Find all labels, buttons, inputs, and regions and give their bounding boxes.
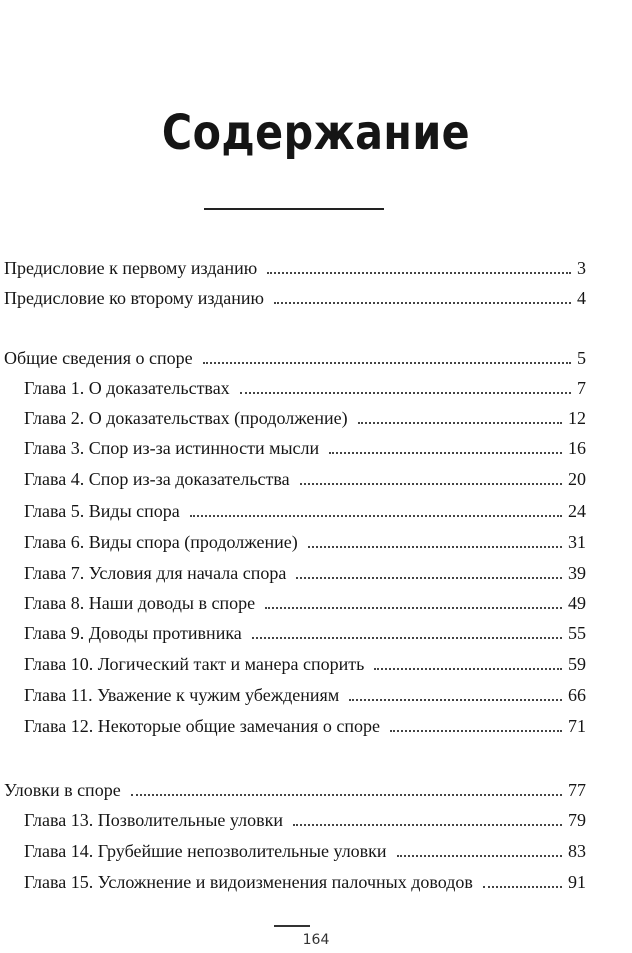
dot-leader (374, 668, 562, 670)
toc-entry-page: 31 (568, 532, 586, 552)
toc-entry[interactable] (24, 529, 586, 555)
toc-entry-page: 4 (577, 288, 586, 308)
toc-entry-page: 66 (568, 685, 586, 705)
dot-leader (296, 577, 562, 579)
toc-entry-page: 24 (568, 501, 586, 521)
toc-entry-page: 77 (568, 780, 586, 800)
toc-entry[interactable] (4, 345, 586, 371)
dot-leader (349, 699, 562, 701)
dot-leader (203, 362, 571, 364)
dot-leader (293, 824, 562, 826)
toc-entry[interactable] (4, 777, 586, 803)
dot-leader (308, 546, 562, 548)
toc-entry-label: Глава 8. Наши доводы в споре (24, 593, 256, 613)
toc-entry-label: Глава 2. О доказательствах (продолжение) (24, 408, 348, 428)
toc-entry-page: 7 (577, 378, 586, 398)
dot-leader (240, 392, 571, 394)
toc-entry[interactable] (24, 560, 586, 586)
dot-leader (300, 483, 562, 485)
dot-leader (131, 794, 562, 796)
toc-entry[interactable] (24, 590, 586, 616)
dot-leader (267, 272, 571, 274)
toc-entry[interactable] (24, 405, 586, 431)
toc-entry-label: Глава 6. Виды спора (продолжение) (24, 532, 298, 552)
toc-entry[interactable] (4, 255, 586, 281)
toc-entry[interactable] (24, 620, 586, 646)
dot-leader (358, 422, 562, 424)
toc-entry-label: Глава 7. Условия для начала спора (24, 563, 287, 583)
toc-entry-label: Глава 12. Некоторые общие замечания о споре (24, 716, 380, 736)
toc-entry-label: Уловки в споре (4, 780, 121, 800)
toc-entry-label: Предисловие к первому изданию (4, 258, 258, 278)
toc-entry-page: 49 (568, 593, 586, 613)
toc-entry-page: 83 (568, 841, 586, 861)
dot-leader (329, 452, 562, 454)
toc-entry[interactable] (4, 285, 586, 311)
toc-entry-page: 91 (568, 872, 586, 892)
dot-leader (190, 515, 562, 517)
toc-entry-page: 59 (568, 654, 586, 674)
page-number: 164 (302, 932, 330, 948)
toc-entry-page: 3 (577, 258, 586, 278)
toc-entry-label: Глава 1. О доказательствах (24, 378, 230, 398)
toc-entry-page: 55 (568, 623, 586, 643)
title-divider (204, 208, 384, 210)
dot-leader (274, 302, 571, 304)
toc-entry-page: 16 (568, 438, 586, 458)
toc-entry-page: 71 (568, 716, 586, 736)
dot-leader (390, 730, 562, 732)
toc-entry-label: Общие сведения о споре (4, 348, 193, 368)
toc-entry[interactable] (24, 682, 586, 708)
toc-entry-page: 20 (568, 469, 586, 489)
dot-leader (397, 855, 562, 857)
toc-entry-label: Глава 13. Позволительные уловки (24, 810, 283, 830)
toc-entry[interactable] (24, 466, 586, 492)
toc-entry-label: Глава 14. Грубейшие непозволительные уловки (24, 841, 387, 861)
toc-entry[interactable] (24, 869, 586, 895)
dot-leader (483, 886, 562, 888)
toc-entry[interactable] (24, 713, 586, 739)
toc-entry-label: Предисловие ко второму изданию (4, 288, 264, 308)
toc-entry-label: Глава 3. Спор из-за истинности мысли (24, 438, 320, 458)
toc-entry-page: 12 (568, 408, 586, 428)
page-title: Содержание (161, 105, 471, 161)
toc-entry[interactable] (24, 498, 586, 524)
toc-entry[interactable] (24, 807, 586, 833)
toc-entry[interactable] (24, 435, 586, 461)
dot-leader (265, 607, 562, 609)
toc-entry-label: Глава 10. Логический такт и манера спорить (24, 654, 365, 674)
page-number-divider (274, 925, 310, 927)
toc-entry-label: Глава 9. Доводы противника (24, 623, 242, 643)
toc-entry-label: Глава 11. Уважение к чужим убеждениям (24, 685, 340, 705)
toc-entry[interactable] (24, 375, 586, 401)
toc-entry-page: 5 (577, 348, 586, 368)
toc-entry-label: Глава 15. Усложнение и видоизменения палочных доводов (24, 872, 473, 892)
toc-entry-page: 79 (568, 810, 586, 830)
toc-entry-page: 39 (568, 563, 586, 583)
toc-entry[interactable] (24, 651, 586, 677)
dot-leader (252, 637, 562, 639)
toc-entry[interactable] (24, 838, 586, 864)
toc-entry-label: Глава 5. Виды спора (24, 501, 180, 521)
toc-entry-label: Глава 4. Спор из-за доказательства (24, 469, 290, 489)
